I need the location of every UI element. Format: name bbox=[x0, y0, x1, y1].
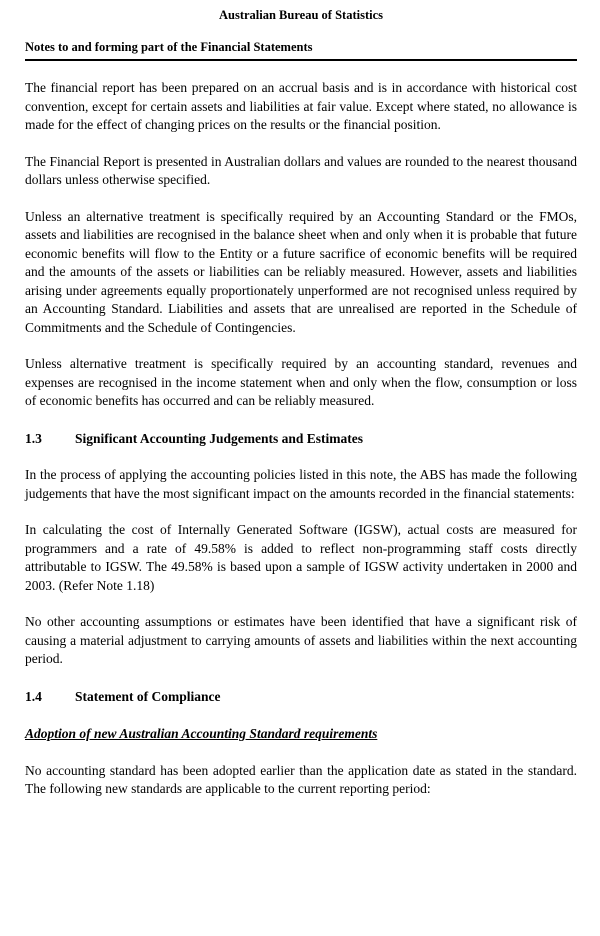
paragraph-igsw-costs: In calculating the cost of Internally Generated Software (IGSW), actual costs are measured for programmers and a rate of 49.58% is added to reflect non-programming staff costs directly attributable to IGSW. The 49.58% is based upon a sample of IGSW activity undertaken in 2000 and 2003. (Refer Note 1.18) bbox=[25, 522, 577, 593]
paragraph-australian-dollars: The Financial Report is presented in Australian dollars and values are rounded to the nearest thousand dollars unless otherwise specified. bbox=[25, 153, 577, 187]
section-title-1-3: Significant Accounting Judgements and Estimates bbox=[75, 430, 364, 446]
doc-title-rule bbox=[25, 38, 577, 61]
section-number-1-4: 1.4 bbox=[25, 688, 42, 704]
paragraph-judgements-intro: In the process of applying the accounting policies listed in this note, the ABS has made the following judgements that have the most significant impact on the amounts recorded in the financial statements: bbox=[25, 467, 577, 501]
paragraph-accrual-basis: The financial report has been prepared on an accrual basis and is in accordance with historical cost convention, except for certain assets and liabilities at fair value. Except where stated, no allowance is made for the effect of changing prices on the results or the financial position. bbox=[25, 80, 577, 132]
paragraph-balance-sheet-recognition: Unless an alternative treatment is specifically required by an Accounting Standard or the FMOs, assets and liabilities are recognised in the balance sheet when and only when it is probable that future economic benefits will flow to the Entity or a future sacrifice of economic benefits will be required and the amounts of the assets or liabilities can be reliably measured. However, assets and liabilities arising under agreements equally proportionately unperformed are not recognised unless required by an Accounting Standard. Liabilities and assets that are unrealised are reported in the Schedule of Commitments and the Schedule of Contingencies. bbox=[25, 208, 577, 335]
section-number-1-3: 1.3 bbox=[25, 430, 42, 446]
paragraph-no-other-assumptions: No other accounting assumptions or estimates have been identified that have a significant risk of causing a material adjustment to carrying amounts of assets and liabilities within the next accounting period. bbox=[25, 614, 577, 666]
section-title-1-4: Statement of Compliance bbox=[75, 688, 221, 704]
subsection-heading-adoption: Adoption of new Australian Accounting Standard requirements bbox=[25, 726, 378, 741]
section-heading-1-3 bbox=[25, 430, 577, 449]
paragraph-standards-application: No accounting standard has been adopted earlier than the application date as stated in the standard. The following new standards are applicable to the current reporting period: bbox=[25, 762, 577, 796]
org-title: Australian Bureau of Statistics bbox=[218, 8, 383, 22]
paragraph-income-statement-recognition: Unless alternative treatment is specifically required by an accounting standard, revenues and expenses are recognised in the income statement when and only when the flow, consumption or loss of economic benefits has occurred and can be reliably measured. bbox=[25, 356, 577, 408]
section-heading-1-4 bbox=[25, 688, 577, 707]
doc-title: Notes to and forming part of the Financial Statements bbox=[25, 40, 313, 54]
